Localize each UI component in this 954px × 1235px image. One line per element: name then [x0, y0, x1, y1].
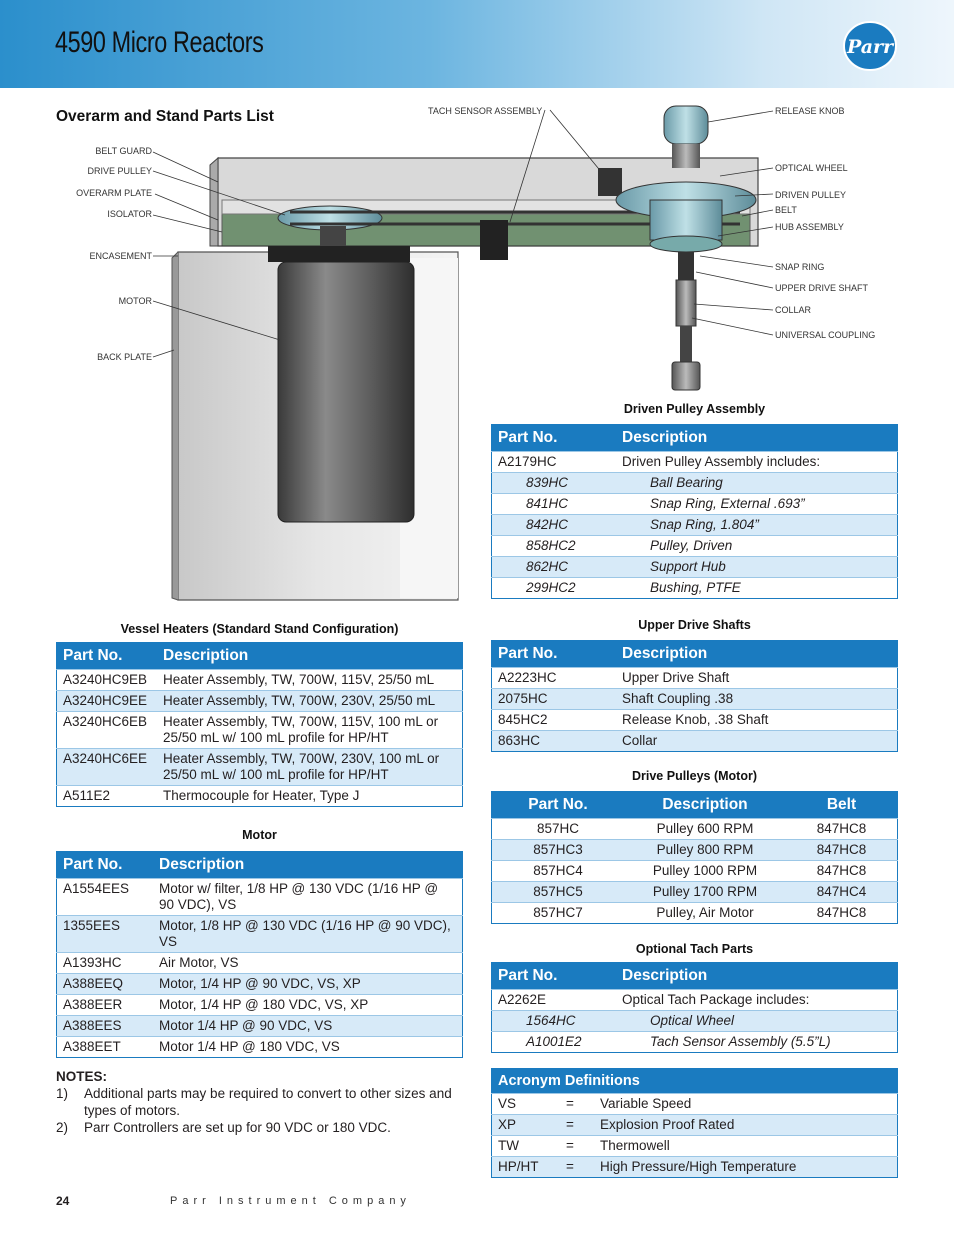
note-item — [56, 1085, 456, 1119]
callout-belt-guard: BELT GUARD — [95, 146, 152, 156]
note-number: 2) — [56, 1120, 69, 1135]
part-number-cell: 1564HC — [492, 1011, 617, 1032]
part-number-cell: 857HC5 — [492, 882, 625, 903]
table-row — [492, 668, 898, 689]
acronym-cell: XP — [492, 1115, 555, 1136]
table-row — [57, 670, 463, 691]
col-part-no: Part No. — [492, 963, 617, 990]
definition-cell: Explosion Proof Rated — [586, 1115, 898, 1136]
driven-pulley-title: Driven Pulley Assembly — [623, 402, 766, 416]
belt-cell: 847HC8 — [786, 819, 898, 840]
drive-pulleys-title: Drive Pulleys (Motor) — [631, 769, 758, 783]
description-cell: Support Hub — [616, 557, 898, 578]
table-row — [492, 819, 898, 840]
part-number-cell: A3240HC6EB — [57, 712, 158, 749]
description-cell: Motor, 1/4 HP @ 90 VDC, VS, XP — [153, 974, 463, 995]
description-cell: Heater Assembly, TW, 700W, 230V, 25/50 mL — [157, 691, 463, 712]
callout-upper-drive-shaft: UPPER DRIVE SHAFT — [775, 283, 869, 293]
table-row — [492, 1094, 898, 1115]
table-row — [492, 710, 898, 731]
table-row — [492, 1115, 898, 1136]
page-title: 4590 Micro Reactors — [55, 26, 264, 59]
acronym-rows — [492, 1094, 898, 1178]
table-row — [57, 691, 463, 712]
callout-collar: COLLAR — [775, 305, 812, 315]
table-row — [492, 990, 898, 1011]
page-number: 24 — [56, 1194, 70, 1208]
part-number-cell: 2075HC — [492, 689, 617, 710]
belt-cell: 847HC4 — [786, 882, 898, 903]
callout-universal-coupling: UNIVERSAL COUPLING — [775, 330, 876, 340]
note-text: Additional parts may be required to convert to other sizes and types of motors. — [84, 1086, 452, 1118]
table-row — [492, 1032, 898, 1053]
part-number-cell: 858HC2 — [492, 536, 617, 557]
part-number-cell: 1355EES — [57, 916, 154, 953]
part-number-cell: A3240HC6EE — [57, 749, 158, 786]
definition-cell: High Pressure/High Temperature — [586, 1157, 898, 1178]
driven-pulley-table — [491, 424, 898, 599]
description-cell: Snap Ring, 1.804” — [616, 515, 898, 536]
definition-cell: Variable Speed — [586, 1094, 898, 1115]
equals-cell: = — [554, 1157, 586, 1178]
description-cell: Snap Ring, External .693” — [616, 494, 898, 515]
motor-table — [56, 851, 463, 1058]
callout-release-knob: RELEASE KNOB — [775, 106, 845, 116]
col-belt: Belt — [786, 792, 898, 819]
col-description: Description — [616, 641, 898, 668]
col-description: Description — [616, 425, 898, 452]
description-cell: Heater Assembly, TW, 700W, 115V, 100 mL or 25/50 mL w/ 100 mL profile for HP/HT — [157, 712, 463, 749]
col-description: Description — [616, 963, 898, 990]
part-number-cell: A388EEQ — [57, 974, 154, 995]
description-cell: Motor 1/4 HP @ 90 VDC, VS — [153, 1016, 463, 1037]
acronym-cell: VS — [492, 1094, 555, 1115]
tach-title: Optional Tach Parts — [635, 942, 754, 956]
description-cell: Motor w/ filter, 1/8 HP @ 130 VDC (1/16 HP @ 90 VDC), VS — [153, 879, 463, 916]
callout-motor: MOTOR — [118, 296, 152, 306]
part-number-cell: 857HC4 — [492, 861, 625, 882]
description-cell: Bushing, PTFE — [616, 578, 898, 599]
description-cell: Driven Pulley Assembly includes: — [616, 452, 898, 473]
equals-cell: = — [554, 1136, 586, 1157]
acronym-table — [491, 1068, 898, 1178]
part-number-cell: 845HC2 — [492, 710, 617, 731]
description-cell: Pulley 600 RPM — [624, 819, 786, 840]
description-cell: Air Motor, VS — [153, 953, 463, 974]
description-cell: Motor, 1/8 HP @ 130 VDC (1/16 HP @ 90 VDC), VS — [153, 916, 463, 953]
callout-hub-assembly: HUB ASSEMBLY — [775, 222, 844, 232]
part-number-cell: A1393HC — [57, 953, 154, 974]
description-cell: Pulley, Driven — [616, 536, 898, 557]
svg-text:Parr: Parr — [846, 36, 894, 58]
equals-cell: = — [554, 1094, 586, 1115]
col-description: Description — [624, 792, 786, 819]
part-number-cell: 863HC — [492, 731, 617, 752]
table-row — [57, 953, 463, 974]
driven-pulley-rows — [492, 452, 898, 599]
table-row — [492, 473, 898, 494]
upper-drive-table — [491, 640, 898, 752]
table-row — [492, 861, 898, 882]
motor-rows — [57, 879, 463, 1058]
table-row — [492, 515, 898, 536]
part-number-cell: A2262E — [492, 990, 617, 1011]
table-row — [492, 882, 898, 903]
note-text: Parr Controllers are set up for 90 VDC or 180 VDC. — [84, 1120, 391, 1135]
description-cell: Pulley 800 RPM — [624, 840, 786, 861]
equals-cell: = — [554, 1115, 586, 1136]
tach-table — [491, 962, 898, 1053]
callout-drive-pulley: DRIVE PULLEY — [87, 166, 152, 176]
part-number-cell: 857HC7 — [492, 903, 625, 924]
table-row — [492, 840, 898, 861]
col-part-no: Part No. — [492, 425, 617, 452]
notes-heading: NOTES: — [56, 1069, 108, 1084]
table-row — [492, 536, 898, 557]
table-row — [57, 712, 463, 749]
table-row — [57, 995, 463, 1016]
heaters-table — [56, 642, 463, 807]
col-part-no: Part No. — [492, 641, 617, 668]
note-item — [56, 1119, 456, 1136]
belt-cell: 847HC8 — [786, 861, 898, 882]
description-cell: Heater Assembly, TW, 700W, 230V, 100 mL or 25/50 mL w/ 100 mL profile for HP/HT — [157, 749, 463, 786]
description-cell: Upper Drive Shaft — [616, 668, 898, 689]
description-cell: Tach Sensor Assembly (5.5”L) — [616, 1032, 898, 1053]
callout-encasement: ENCASEMENT — [89, 251, 152, 261]
col-part-no: Part No. — [492, 792, 625, 819]
col-part-no: Part No. — [57, 852, 154, 879]
callout-back-plate: BACK PLATE — [97, 352, 152, 362]
table-row — [57, 879, 463, 916]
definition-cell: Thermowell — [586, 1136, 898, 1157]
part-number-cell: 857HC3 — [492, 840, 625, 861]
table-row — [492, 494, 898, 515]
callout-isolator: ISOLATOR — [107, 209, 152, 219]
upper-drive-rows — [492, 668, 898, 752]
description-cell: Shaft Coupling .38 — [616, 689, 898, 710]
notes — [56, 1068, 456, 1136]
belt-cell: 847HC8 — [786, 840, 898, 861]
table-row — [57, 1016, 463, 1037]
table-row — [492, 1136, 898, 1157]
heaters-rows — [57, 670, 463, 807]
col-part-no: Part No. — [57, 643, 158, 670]
note-number: 1) — [56, 1086, 69, 1101]
part-number-cell: 857HC — [492, 819, 625, 840]
part-number-cell: 299HC2 — [492, 578, 617, 599]
part-number-cell: A3240HC9EB — [57, 670, 158, 691]
col-description: Description — [153, 852, 463, 879]
drive-pulleys-table — [491, 791, 898, 924]
callout-optical-wheel: OPTICAL WHEEL — [775, 163, 848, 173]
drive-pulleys-rows — [492, 819, 898, 924]
belt-cell: 847HC8 — [786, 903, 898, 924]
parr-logo — [842, 20, 898, 72]
table-row — [57, 974, 463, 995]
part-number-cell: A388EES — [57, 1016, 154, 1037]
part-number-cell: A2223HC — [492, 668, 617, 689]
tach-rows — [492, 990, 898, 1053]
description-cell: Pulley 1000 RPM — [624, 861, 786, 882]
table-row — [57, 1037, 463, 1058]
table-row — [492, 1011, 898, 1032]
footer-company: Parr Instrument Company — [170, 1195, 411, 1207]
part-number-cell: 841HC — [492, 494, 617, 515]
part-number-cell: 839HC — [492, 473, 617, 494]
table-row — [492, 689, 898, 710]
callout-tach-sensor: TACH SENSOR ASSEMBLY — [428, 106, 543, 116]
description-cell: Heater Assembly, TW, 700W, 115V, 25/50 mL — [157, 670, 463, 691]
callout-belt: BELT — [775, 205, 797, 215]
table-row — [57, 749, 463, 786]
section-title: Overarm and Stand Parts List — [56, 108, 274, 125]
motor-title: Motor — [242, 828, 277, 842]
table-row — [57, 916, 463, 953]
table-row — [57, 786, 463, 807]
description-cell: Optical Tach Package includes: — [616, 990, 898, 1011]
table-row — [492, 578, 898, 599]
upper-drive-title: Upper Drive Shafts — [638, 618, 751, 632]
description-cell: Collar — [616, 731, 898, 752]
description-cell: Ball Bearing — [616, 473, 898, 494]
table-row — [492, 903, 898, 924]
col-description: Description — [157, 643, 463, 670]
table-row — [492, 452, 898, 473]
part-number-cell: A511E2 — [57, 786, 158, 807]
table-row — [492, 1157, 898, 1178]
description-cell: Pulley, Air Motor — [624, 903, 786, 924]
callout-driven-pulley: DRIVEN PULLEY — [775, 190, 847, 200]
acronym-cell: TW — [492, 1136, 555, 1157]
part-number-cell: A2179HC — [492, 452, 617, 473]
part-number-cell: A3240HC9EE — [57, 691, 158, 712]
part-number-cell: A1554EES — [57, 879, 154, 916]
part-number-cell: 842HC — [492, 515, 617, 536]
table-row — [492, 557, 898, 578]
part-number-cell: A388EER — [57, 995, 154, 1016]
description-cell: Release Knob, .38 Shaft — [616, 710, 898, 731]
part-number-cell: 862HC — [492, 557, 617, 578]
description-cell: Optical Wheel — [616, 1011, 898, 1032]
description-cell: Motor, 1/4 HP @ 180 VDC, VS, XP — [153, 995, 463, 1016]
part-number-cell: A1001E2 — [492, 1032, 617, 1053]
acronym-title: Acronym Definitions — [492, 1069, 898, 1094]
heaters-title: Vessel Heaters (Standard Stand Configuration) — [120, 622, 399, 636]
acronym-cell: HP/HT — [492, 1157, 555, 1178]
description-cell: Motor 1/4 HP @ 180 VDC, VS — [153, 1037, 463, 1058]
callout-overarm-plate: OVERARM PLATE — [76, 188, 152, 198]
table-row — [492, 731, 898, 752]
description-cell: Pulley 1700 RPM — [624, 882, 786, 903]
part-number-cell: A388EET — [57, 1037, 154, 1058]
callout-snap-ring: SNAP RING — [775, 262, 825, 272]
description-cell: Thermocouple for Heater, Type J — [157, 786, 463, 807]
